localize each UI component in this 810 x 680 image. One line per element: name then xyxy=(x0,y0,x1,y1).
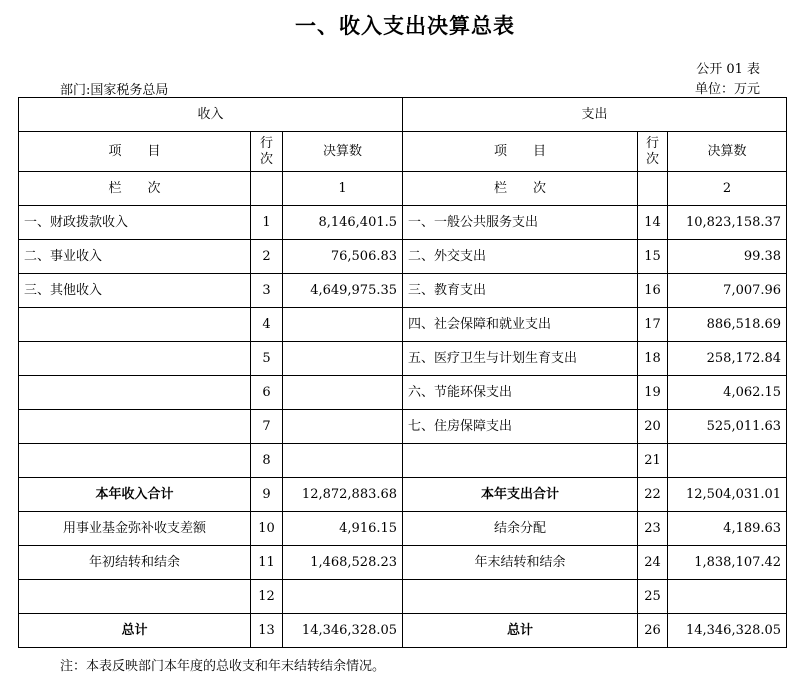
income-amount xyxy=(283,410,403,444)
empty-cell xyxy=(283,580,403,614)
income-row-no: 12 xyxy=(251,580,283,614)
expense-amount: 7,007.96 xyxy=(668,274,787,308)
empty-cell xyxy=(251,172,283,206)
expense-item-header: 项 目 xyxy=(403,132,638,172)
row-item-5 xyxy=(19,342,787,376)
expense-amount: 10,823,158.37 xyxy=(668,206,787,240)
income-amount: 4,649,975.35 xyxy=(283,274,403,308)
page-title: 一、收入支出决算总表 xyxy=(295,14,515,38)
income-row-no: 2 xyxy=(251,240,283,274)
fund-row xyxy=(19,512,787,546)
income-total-row-no: 9 xyxy=(251,478,283,512)
expense-item xyxy=(403,444,638,478)
expense-item: 六、节能环保支出 xyxy=(403,376,638,410)
expense-item: 二、外交支出 xyxy=(403,240,638,274)
expense-row-no: 19 xyxy=(638,376,668,410)
footnote: 注：本表反映部门本年度的总收支和年末结转结余情况。 xyxy=(60,659,386,674)
expense-carry-label: 年末结转和结余 xyxy=(403,546,638,580)
expense-item: 三、教育支出 xyxy=(403,274,638,308)
income-row-no: 6 xyxy=(251,376,283,410)
income-amount xyxy=(283,308,403,342)
expense-item: 四、社会保障和就业支出 xyxy=(403,308,638,342)
income-grand-total-row-no: 13 xyxy=(251,614,283,648)
expense-fund-label: 结余分配 xyxy=(403,512,638,546)
expense-amount: 258,172.84 xyxy=(668,342,787,376)
expense-column-label: 栏 次 xyxy=(403,172,638,206)
empty-cell xyxy=(19,580,251,614)
row-item-3 xyxy=(19,274,787,308)
expense-grand-total-amount: 14,346,328.05 xyxy=(668,614,787,648)
income-row-no: 1 xyxy=(251,206,283,240)
unit-label: 单位：万元 xyxy=(694,82,760,97)
expense-row-no: 17 xyxy=(638,308,668,342)
expense-item: 五、医疗卫生与计划生育支出 xyxy=(403,342,638,376)
income-amount xyxy=(283,342,403,376)
empty-cell xyxy=(668,580,787,614)
expense-item: 七、住房保障支出 xyxy=(403,410,638,444)
row-no-header-line1: 行 xyxy=(259,135,273,151)
income-header: 收入 xyxy=(19,98,403,132)
expense-item: 一、一般公共服务支出 xyxy=(403,206,638,240)
expense-total-label: 本年支出合计 xyxy=(403,478,638,512)
row-item-4 xyxy=(19,308,787,342)
income-item xyxy=(19,376,251,410)
income-amount: 8,146,401.5 xyxy=(283,206,403,240)
row-item-6 xyxy=(19,376,787,410)
income-column-label: 栏 次 xyxy=(19,172,251,206)
expense-amount: 4,062.15 xyxy=(668,376,787,410)
income-amount: 4,916.15 xyxy=(283,512,403,546)
expense-row-no: 25 xyxy=(638,580,668,614)
expense-header: 支出 xyxy=(403,98,787,132)
income-item-header: 项 目 xyxy=(19,132,251,172)
section-header-row xyxy=(19,98,787,132)
empty-cell xyxy=(403,580,638,614)
expense-row-no: 15 xyxy=(638,240,668,274)
expense-grand-total-row-no: 26 xyxy=(638,614,668,648)
income-grand-total-amount: 14,346,328.05 xyxy=(283,614,403,648)
row-item-8 xyxy=(19,444,787,478)
expense-column-number: 2 xyxy=(668,172,787,206)
income-item: 一、财政拨款收入 xyxy=(19,206,251,240)
income-item xyxy=(19,410,251,444)
expense-row-no: 18 xyxy=(638,342,668,376)
income-row-no: 7 xyxy=(251,410,283,444)
expense-amount: 1,838,107.42 xyxy=(668,546,787,580)
department-label: 部门:国家税务总局 xyxy=(60,83,169,98)
income-amount-header: 决算数 xyxy=(283,132,403,172)
expense-amount: 99.38 xyxy=(668,240,787,274)
expense-row-no-header xyxy=(638,132,668,172)
expense-row-no: 24 xyxy=(638,546,668,580)
income-amount xyxy=(283,376,403,410)
expense-total-row-no: 22 xyxy=(638,478,668,512)
income-item xyxy=(19,342,251,376)
row-no-header-line1: 行 xyxy=(646,135,660,151)
income-row-no: 11 xyxy=(251,546,283,580)
income-carry-label: 年初结转和结余 xyxy=(19,546,251,580)
income-item: 三、其他收入 xyxy=(19,274,251,308)
income-item: 二、事业收入 xyxy=(19,240,251,274)
expense-amount: 886,518.69 xyxy=(668,308,787,342)
column-number-row xyxy=(19,172,787,206)
expense-row-no: 16 xyxy=(638,274,668,308)
grand-total-row xyxy=(19,614,787,648)
carry-row xyxy=(19,546,787,580)
income-total-amount: 12,872,883.68 xyxy=(283,478,403,512)
summary-table xyxy=(18,97,787,648)
total-row xyxy=(19,478,787,512)
income-total-label: 本年收入合计 xyxy=(19,478,251,512)
income-fund-label: 用事业基金弥补收支差额 xyxy=(19,512,251,546)
income-row-no-header xyxy=(251,132,283,172)
row-item-1 xyxy=(19,206,787,240)
column-header-row xyxy=(19,132,787,172)
empty-cell xyxy=(638,172,668,206)
income-row-no: 4 xyxy=(251,308,283,342)
expense-row-no: 14 xyxy=(638,206,668,240)
expense-row-no: 23 xyxy=(638,512,668,546)
income-row-no: 5 xyxy=(251,342,283,376)
expense-total-amount: 12,504,031.01 xyxy=(668,478,787,512)
income-row-no: 8 xyxy=(251,444,283,478)
income-row-no: 3 xyxy=(251,274,283,308)
income-amount: 1,468,528.23 xyxy=(283,546,403,580)
income-item xyxy=(19,444,251,478)
income-grand-total-label: 总计 xyxy=(19,614,251,648)
row-item-7 xyxy=(19,410,787,444)
row-no-header-line2: 次 xyxy=(646,151,660,167)
expense-grand-total-label: 总计 xyxy=(403,614,638,648)
row-item-2 xyxy=(19,240,787,274)
blank-row xyxy=(19,580,787,614)
expense-row-no: 21 xyxy=(638,444,668,478)
expense-amount-header: 决算数 xyxy=(668,132,787,172)
expense-amount: 4,189.63 xyxy=(668,512,787,546)
expense-amount: 525,011.63 xyxy=(668,410,787,444)
income-row-no: 10 xyxy=(251,512,283,546)
expense-row-no: 20 xyxy=(638,410,668,444)
income-amount xyxy=(283,444,403,478)
income-amount: 76,506.83 xyxy=(283,240,403,274)
row-no-header-line2: 次 xyxy=(259,151,273,167)
income-column-number: 1 xyxy=(283,172,403,206)
form-number: 公开 01 表 xyxy=(696,62,760,77)
expense-amount xyxy=(668,444,787,478)
income-item xyxy=(19,308,251,342)
